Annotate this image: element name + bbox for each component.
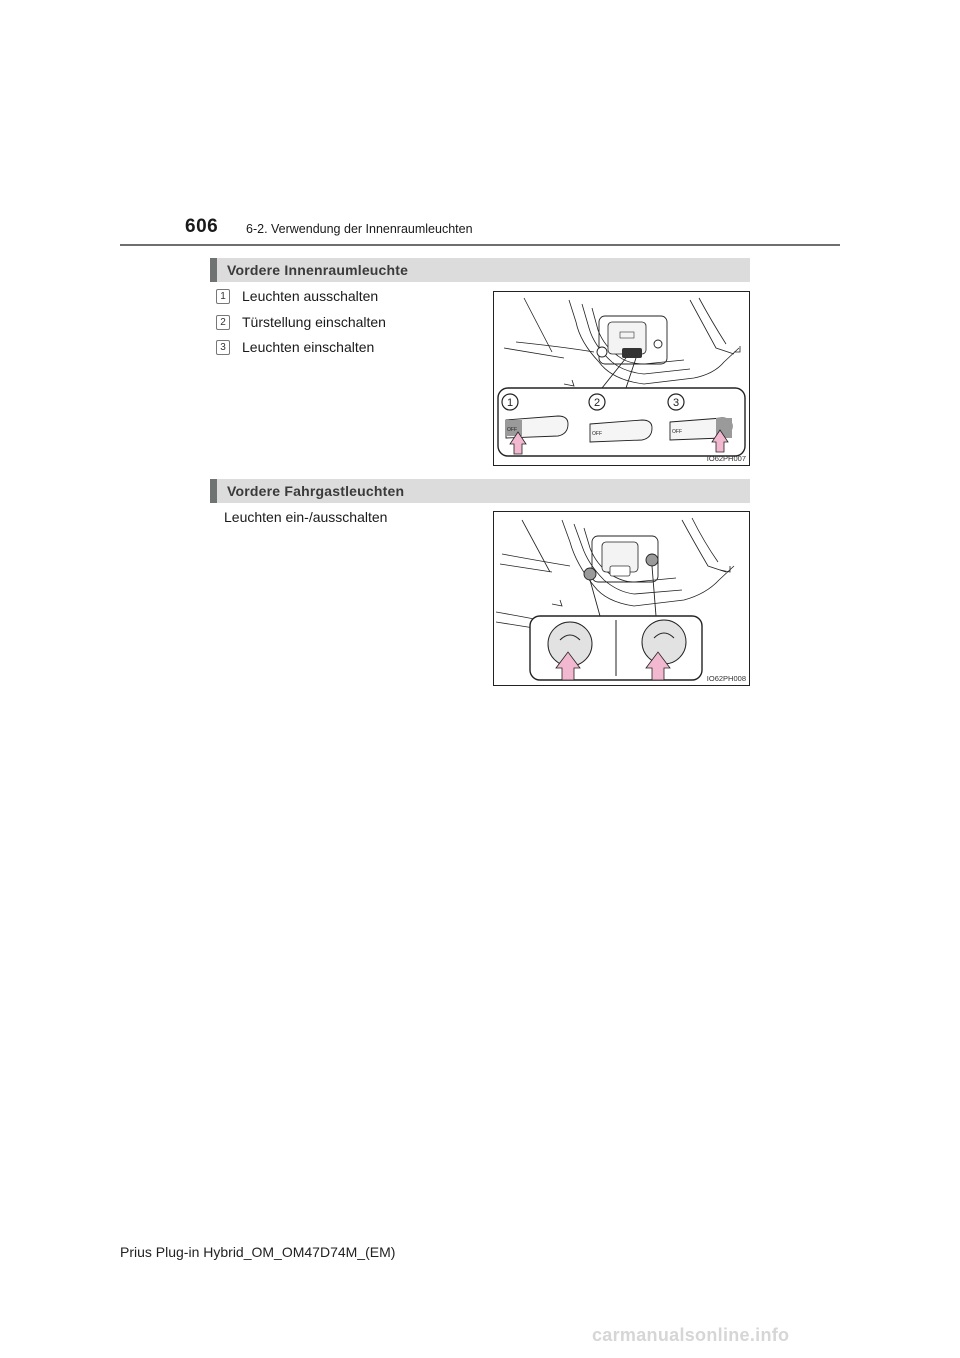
- watermark: carmanualsonline.info: [592, 1325, 790, 1345]
- step-text: Leuchten ausschalten: [242, 288, 379, 304]
- chapter-title: 6-2. Verwendung der Innenraumleuchten: [246, 222, 473, 236]
- instruction-text: Leuchten ein-/ausschalten: [224, 509, 388, 525]
- header-rule: [120, 244, 840, 246]
- section-heading-text: Vordere Innenraumleuchte: [227, 262, 409, 278]
- step-number: 1: [216, 289, 230, 304]
- section-heading-text: Vordere Fahrgastleuchten: [227, 483, 405, 499]
- figure-passenger-lights: [493, 511, 750, 686]
- step-text: Leuchten einschalten: [242, 339, 375, 355]
- figure-code: IO62PH007: [706, 454, 746, 463]
- interior-light-illustration: [494, 292, 749, 465]
- section-heading-front-passenger-lights: [210, 479, 750, 503]
- figure-interior-light-switch: [493, 291, 750, 466]
- step-text: Türstellung einschalten: [242, 314, 386, 330]
- switch-off-label: OFF: [672, 429, 682, 435]
- switch-off-label: OFF: [592, 431, 602, 437]
- footer-text: Prius Plug-in Hybrid_OM_OM47D74M_(EM): [120, 1244, 396, 1260]
- callout-number: 1: [506, 397, 514, 409]
- figure-code: IO62PH008: [706, 674, 746, 683]
- callout-number: 2: [593, 397, 601, 409]
- page-number: 606: [185, 216, 219, 237]
- step-number: 3: [216, 340, 230, 355]
- switch-off-label: OFF: [507, 427, 517, 433]
- section-heading-front-interior-light: [210, 258, 750, 282]
- step-number: 2: [216, 315, 230, 330]
- passenger-lights-illustration: [494, 512, 749, 685]
- callout-number: 3: [672, 397, 680, 409]
